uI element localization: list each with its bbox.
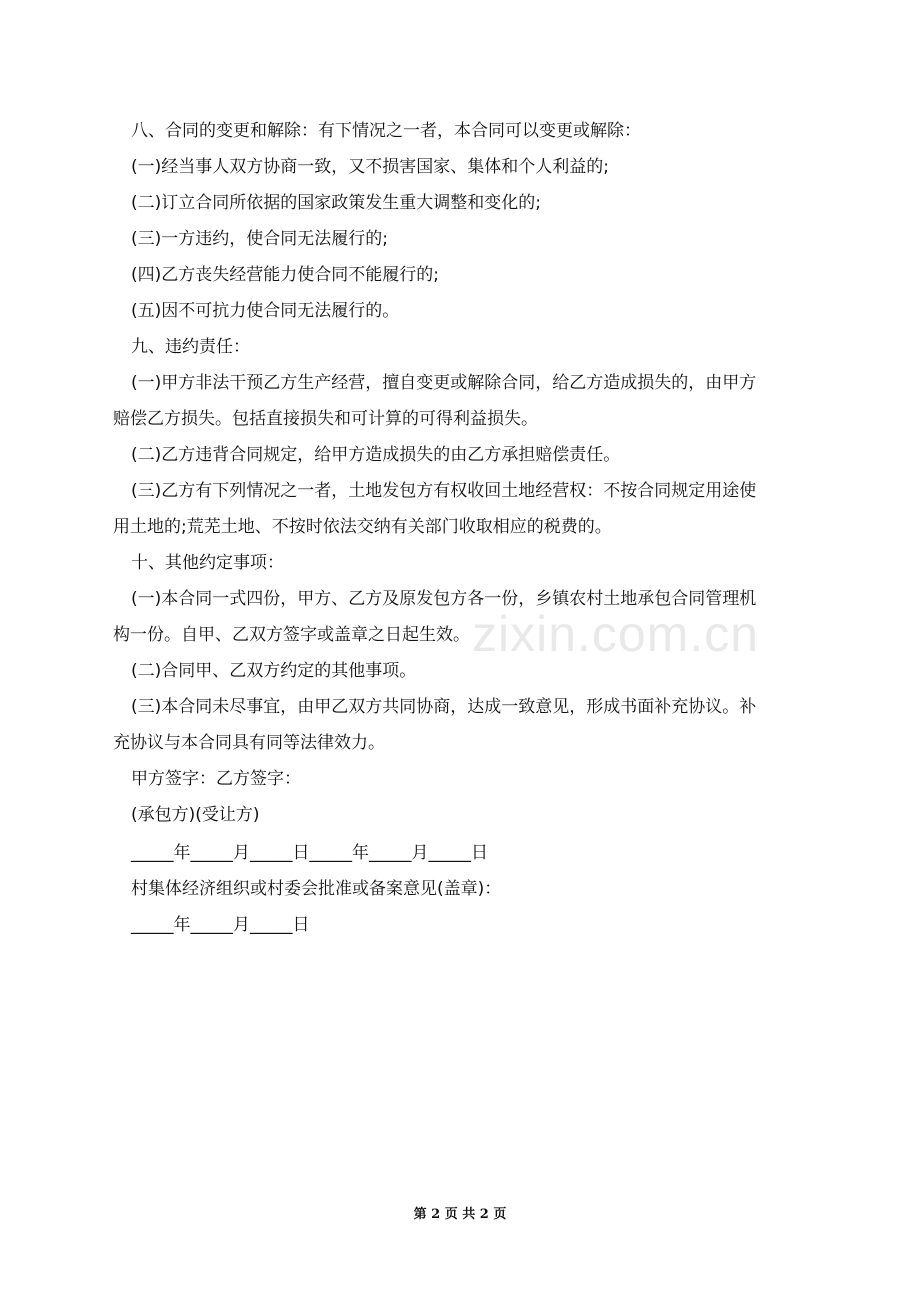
page-footer: 第 2 页 共 2 页 xyxy=(413,1207,507,1222)
document-page: 八、合同的变更和解除：有下情况之一者，本合同可以变更或解除： (一)经当事人双方协商一致，又不损害国家、集体和个人利益的; (二)订立合同所依据的国家政策发生重大调整和变化的; (三)一方违约，使合同无法履行的; (四)乙方丧失经营能力使合同不能履行的; (五)因不可抗力使合同无法履行的。 九、违约责任： (一)甲方非法干预乙方生产经营，擅自变更或解除合同，给乙方造成损失的，由甲方 赔偿乙方损失。包括直接损失和可计算的可得利益损失。 (二)乙方违背合同规定，给甲方造成损失的由乙方承担赔偿责任。 (三)乙方有下列情况之一者，土地发包方有权收回土地经营权：不按合同规定用途使 用土地的;荒芜土地、不按时依法交纳有关部门收取相应的税费的。 十、其他约定事项： (一)本合同一式四份，甲方、乙方及原发包方各一份，乡镇农村土地承包合同管理机 构一份。自甲、乙双方签字或盖章之日起生效。 (二)合同甲、乙双方约定的其他事项。 (三)本合同未尽事宜，由甲乙双方共同协商，达成一致意见，形成书面补充协议。补 充协议与本合同具有同等法律效力。 甲方签字：乙方签字： (承包方)(受让方) _____年_____月_____日_____年_____月_____日 村集体经济组织或村委会批准或备案意见(盖章)： _____年_____月_____日 zixin.com.cn 第 2 页 共 2 页 xyxy=(0,0,920,1302)
watermark: zixin.com.cn xyxy=(472,606,760,662)
